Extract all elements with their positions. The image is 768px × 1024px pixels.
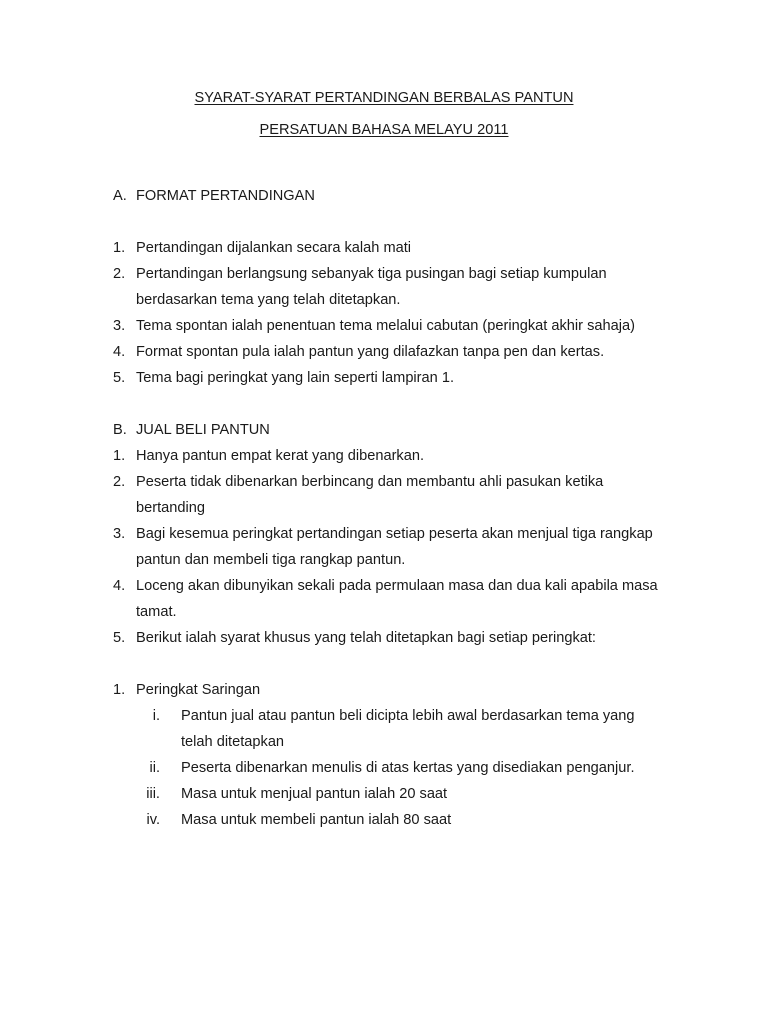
list-item-number: 2.: [113, 266, 126, 282]
list-item-number: 4.: [113, 344, 126, 360]
stage-heading: Peringkat Saringan: [136, 682, 261, 698]
section-b-heading: JUAL BELI PANTUN: [136, 422, 270, 438]
document-subtitle: PERSATUAN BAHASA MELAYU 2011: [259, 122, 509, 138]
list-item-number: 2.: [113, 474, 126, 490]
document-title: SYARAT-SYARAT PERTANDINGAN BERBALAS PANTUN: [194, 90, 574, 106]
list-item-text: Hanya pantun empat kerat yang dibenarkan.: [136, 448, 425, 464]
list-item-text: Loceng akan dibunyikan sekali pada permulaan masa dan dua kali apabila masa: [136, 578, 658, 594]
roman-item-text-continued: telah ditetapkan: [181, 734, 285, 750]
list-item-number: 3.: [113, 526, 126, 542]
section-b-marker: B.: [113, 422, 127, 438]
roman-item-number: iv.: [146, 812, 160, 828]
list-item-text: Tema spontan ialah penentuan tema melalui cabutan (peringkat akhir sahaja): [136, 318, 635, 334]
roman-item-text: Masa untuk menjual pantun ialah 20 saat: [181, 786, 448, 802]
list-item-text-continued: bertanding: [136, 500, 205, 516]
list-item-text-continued: tamat.: [136, 604, 177, 620]
section-a-heading: FORMAT PERTANDINGAN: [136, 188, 315, 204]
list-item-text: Berikut ialah syarat khusus yang telah ditetapkan bagi setiap peringkat:: [136, 630, 596, 646]
list-item-number: 3.: [113, 318, 126, 334]
roman-item-number: iii.: [146, 786, 160, 802]
roman-item-text: Masa untuk membeli pantun ialah 80 saat: [181, 812, 452, 828]
list-item-text-continued: pantun dan membeli tiga rangkap pantun.: [136, 552, 406, 568]
roman-item-text: Peserta dibenarkan menulis di atas kertas yang disediakan penganjur.: [181, 760, 635, 776]
section-a-marker: A.: [113, 188, 127, 204]
list-item-number: 1.: [113, 240, 126, 256]
list-item-number: 1.: [113, 448, 126, 464]
list-item-text: Pertandingan dijalankan secara kalah mati: [136, 240, 412, 256]
list-item-text: Peserta tidak dibenarkan berbincang dan membantu ahli pasukan ketika: [136, 474, 604, 490]
roman-item-number: i.: [152, 708, 160, 724]
roman-item-text: Pantun jual atau pantun beli dicipta lebih awal berdasarkan tema yang: [181, 708, 635, 724]
list-item-number: 4.: [113, 578, 126, 594]
list-item-text: Tema bagi peringkat yang lain seperti lampiran 1.: [136, 370, 454, 386]
list-item-text-continued: berdasarkan tema yang telah ditetapkan.: [136, 292, 401, 308]
list-item-text: Bagi kesemua peringkat pertandingan setiap peserta akan menjual tiga rangkap: [136, 526, 653, 542]
list-item-number: 5.: [113, 630, 126, 646]
stage-number: 1.: [113, 682, 126, 698]
roman-item-number: ii.: [149, 760, 160, 776]
list-item-text: Format spontan pula ialah pantun yang dilafazkan tanpa pen dan kertas.: [136, 344, 605, 360]
list-item-number: 5.: [113, 370, 126, 386]
list-item-text: Pertandingan berlangsung sebanyak tiga pusingan bagi setiap kumpulan: [136, 266, 607, 282]
